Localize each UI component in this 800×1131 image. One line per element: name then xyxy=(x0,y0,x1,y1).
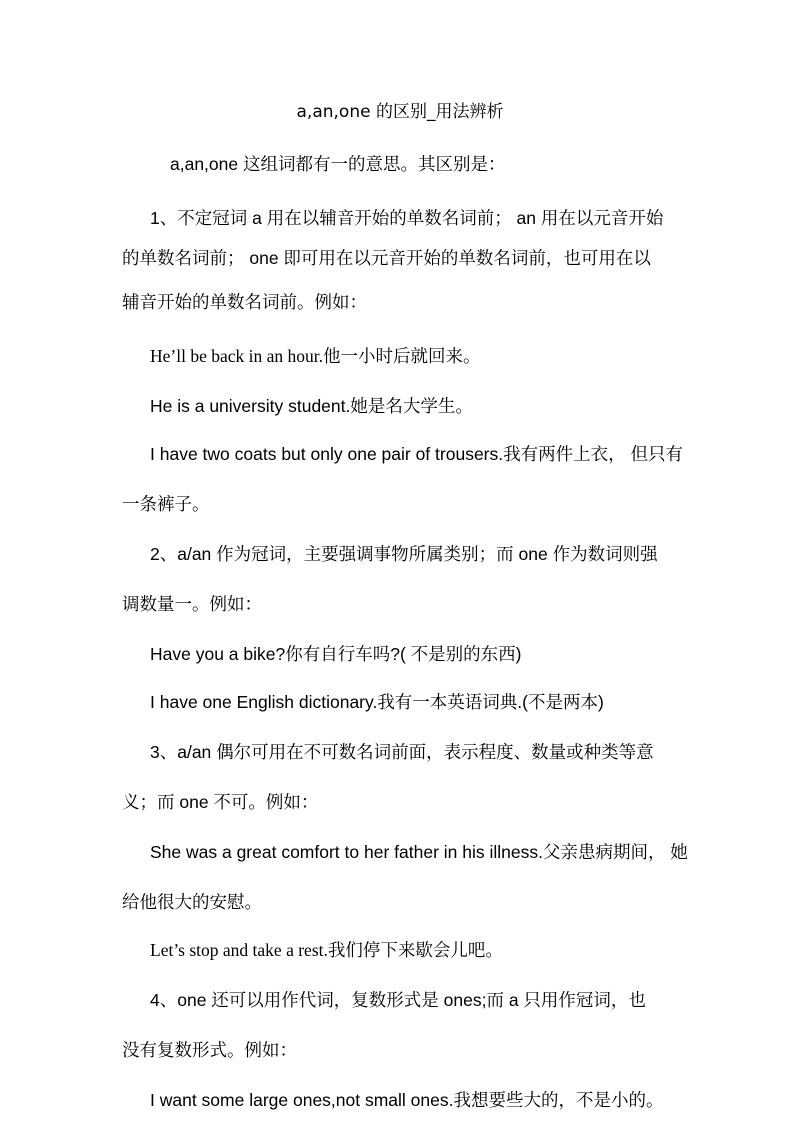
paragraph-line: 2、a/an 作为冠词，主要强调事物所属类别；而 one 作为数词则强 xyxy=(150,544,658,564)
paragraph-line: 义；而 one 不可。例如： xyxy=(122,792,319,812)
paragraph-line: 辅音开始的单数名词前。例如： xyxy=(122,292,367,312)
example-line: Have you a bike?你有自行车吗?( 不是别的东西) xyxy=(150,644,522,664)
example-line: He’ll be back in an hour.他一小时后就回来。 xyxy=(150,346,481,366)
example-line: 一条裤子。 xyxy=(122,494,210,514)
paragraph-line: 调数量一。例如： xyxy=(122,594,262,614)
paragraph-line: 1、不定冠词 a 用在以辅音开始的单数名词前； an 用在以元音开始 xyxy=(150,208,664,228)
paragraph-line: 4、one 还可以用作代词，复数形式是 ones;而 a 只用作冠词，也 xyxy=(150,990,646,1010)
paragraph-line: 3、a/an 偶尔可用在不可数名词前面，表示程度、数量或种类等意 xyxy=(150,742,654,762)
example-line: I have two coats but only one pair of trousers.我有两件上衣， 但只有 xyxy=(150,444,683,464)
example-line: Let’s stop and take a rest.我们停下来歇会儿吧。 xyxy=(150,940,503,960)
example-line: She was a great comfort to her father in his illness.父亲患病期间， 她 xyxy=(150,842,688,862)
paragraph-line: 的单数名词前； one 即可用在以元音开始的单数名词前，也可用在以 xyxy=(122,248,651,268)
example-line: I have one English dictionary.我有一本英语词典.(不是两本) xyxy=(150,692,604,712)
intro-line: a,an,one 这组词都有一的意思。其区别是： xyxy=(170,154,506,174)
document-title: a,an,one 的区别_用法辨析 xyxy=(296,102,504,122)
paragraph-line: 没有复数形式。例如： xyxy=(122,1040,297,1060)
example-line: He is a university student.她是名大学生。 xyxy=(150,396,473,416)
example-line: I want some large ones,not small ones.我想要些大的，不是小的。 xyxy=(150,1090,664,1110)
example-line: 给他很大的安慰。 xyxy=(122,892,262,912)
